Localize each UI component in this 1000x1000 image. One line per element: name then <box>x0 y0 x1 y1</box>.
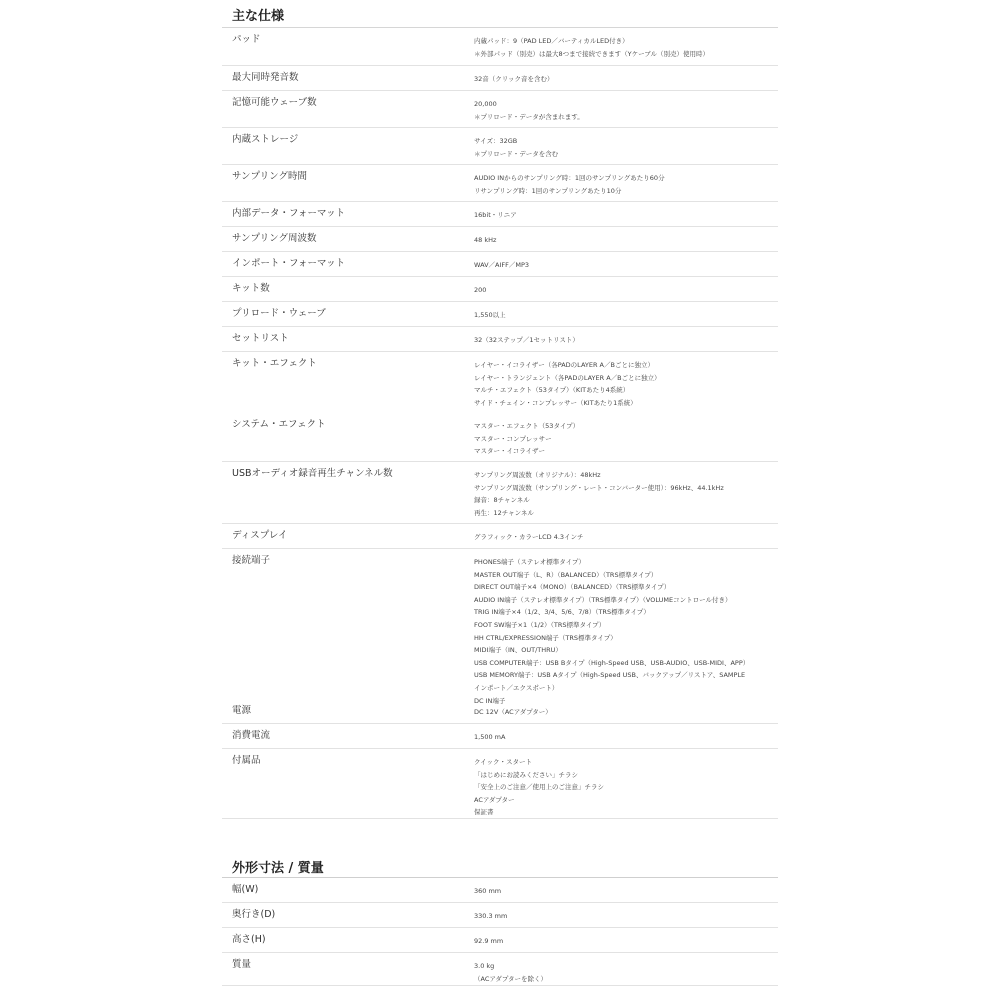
spec-value-line: サンプリング周波数（オリジナル）：48kHz <box>474 471 601 479</box>
spec-row <box>222 462 778 524</box>
spec-row <box>222 524 778 549</box>
spec-value-line: 200 <box>474 286 487 294</box>
spec-value <box>474 699 778 723</box>
spec-row <box>222 28 778 66</box>
spec-value-line: 1,500 mA <box>474 733 506 741</box>
spec-label: 奥行き(D) <box>232 909 276 920</box>
dimensions-table <box>222 878 778 986</box>
spec-label: 内蔵ストレージ <box>232 134 299 145</box>
spec-value <box>474 724 778 748</box>
spec-value-line: リサンプリング時：1回のサンプリングあたり10分 <box>474 186 622 195</box>
spec-value-line: インポート／エクスポート） <box>474 683 559 692</box>
spec-row <box>222 227 778 252</box>
spec-value <box>474 953 778 985</box>
spec-value <box>474 749 778 818</box>
spec-label: パッド <box>232 34 261 45</box>
spec-value-line: サイド・チェイン・コンプレッサー（KITあたり1系統） <box>474 398 637 407</box>
spec-label: 内部データ・フォーマット <box>232 208 346 219</box>
spec-value-line: MIDI端子（IN、OUT/THRU） <box>474 646 562 655</box>
spec-row <box>222 327 778 352</box>
spec-row <box>222 878 778 903</box>
spec-value <box>474 549 778 705</box>
spec-row <box>222 724 778 749</box>
spec-value-line: 32（32ステップ／1セットリスト） <box>474 336 579 344</box>
spec-value-line: 「はじめにお読みください」チラシ <box>474 770 578 779</box>
spec-value <box>474 128 778 164</box>
spec-row <box>222 91 778 128</box>
spec-value-line: DIRECT OUT端子×4（MONO）（BALANCED）（TRS標準タイプ） <box>474 583 671 592</box>
spec-value-line: ＊外部パッド（別売）は最大8つまで接続できます（Yケーブル（別売）使用時） <box>474 49 710 58</box>
spec-value-line: AUDIO IN端子（ステレオ標準タイプ）（TRS標準タイプ）（VOLUMEコントロール付き） <box>474 595 732 604</box>
spec-label: 付属品 <box>232 755 261 766</box>
spec-label: インポート・フォーマット <box>232 258 346 269</box>
main-specs-table <box>222 28 778 819</box>
spec-row <box>222 128 778 165</box>
spec-page <box>222 0 778 986</box>
spec-value <box>474 165 778 201</box>
spec-value-line: MASTER OUT端子（L、R）（BALANCED）（TRS標準タイプ） <box>474 570 658 579</box>
spec-value-line: DC 12V（ACアダプター） <box>474 708 552 716</box>
spec-value-line: グラフィック・カラーLCD 4.3インチ <box>474 533 584 541</box>
spec-label: 消費電流 <box>232 730 271 741</box>
spec-value-line: ACアダプター <box>474 795 515 804</box>
spec-value-line: ＊プリロード・データを含む <box>474 149 559 158</box>
spec-value-line: USB MEMORY端子：USB Aタイプ（High-Speed USB、バックアップ／リストア、SAMPLE <box>474 671 746 680</box>
spec-row <box>222 66 778 91</box>
spec-label: サンプリング周波数 <box>232 233 317 244</box>
spec-value <box>474 66 778 90</box>
spec-label: プリロード・ウェーブ <box>232 308 326 319</box>
spec-value-line: 48 kHz <box>474 236 497 244</box>
spec-value-line: USB COMPUTER端子：USB Bタイプ（High-Speed USB、USB-AUDIO、USB-MIDI、APP） <box>474 658 750 667</box>
spec-label: サンプリング時間 <box>232 171 307 182</box>
spec-value <box>474 277 778 301</box>
spec-value-line: 20,000 <box>474 100 497 108</box>
spec-label: ディスプレイ <box>232 530 288 541</box>
main-specs-title: 主な仕様 <box>222 0 778 28</box>
spec-value <box>474 28 778 65</box>
spec-value-line: 92.9 mm <box>474 937 504 945</box>
spec-label: 幅(W) <box>232 884 259 895</box>
spec-row <box>222 277 778 302</box>
spec-label: USBオーディオ録音再生チャンネル数 <box>232 468 393 479</box>
spec-value-line: 3.0 kg <box>474 962 495 970</box>
spec-value-line: サンプリング周波数（サンプリング・レート・コンバーター使用）：96kHz、44.1kHz <box>474 483 724 492</box>
spec-value-line: マスター・イコライザー <box>474 447 546 456</box>
spec-value-line: AUDIO INからのサンプリング時：1回のサンプリングあたり60分 <box>474 174 665 182</box>
spec-label: 最大同時発音数 <box>232 72 299 83</box>
spec-value-line: サイズ：32GB <box>474 137 518 145</box>
spec-value-line: 1,550以上 <box>474 311 506 319</box>
spec-label: 電源 <box>232 705 252 716</box>
spec-row <box>222 202 778 227</box>
spec-value <box>474 462 778 523</box>
spec-value-line: DC IN端子 <box>474 696 506 705</box>
spec-row <box>222 928 778 953</box>
spec-row <box>222 953 778 986</box>
spec-value <box>474 227 778 251</box>
spec-value-line: レイヤー・トランジェント（各PADのLAYER A／Bごとに独立） <box>474 373 661 382</box>
spec-value-line: HH CTRL/EXPRESSION端子（TRS標準タイプ） <box>474 633 617 642</box>
spec-value-line: ＊プリロード・データが含まれます。 <box>474 112 584 121</box>
spec-label: キット・エフェクト <box>232 358 317 369</box>
spec-value-line: （ACアダプターを除く） <box>474 974 547 983</box>
spec-label: 接続端子 <box>232 555 271 566</box>
spec-label: システム・エフェクト <box>232 419 326 430</box>
dimensions-title: 外形寸法 / 質量 <box>222 841 778 878</box>
spec-value-line: 32音（クリック音を含む） <box>474 75 554 83</box>
spec-value <box>474 878 778 902</box>
spec-value <box>474 252 778 276</box>
spec-value-line: WAV／AIFF／MP3 <box>474 261 530 269</box>
spec-label: キット数 <box>232 283 270 294</box>
spec-value <box>474 202 778 226</box>
spec-row <box>222 549 778 705</box>
spec-row <box>222 302 778 327</box>
spec-row <box>222 903 778 928</box>
spec-row <box>222 352 778 413</box>
spec-value-line: FOOT SW端子×1（1/2）（TRS標準タイプ） <box>474 620 606 629</box>
spec-value-line: PHONES端子（ステレオ標準タイプ） <box>474 558 585 566</box>
spec-value-line: 「安全上のご注意／使用上のご注意」チラシ <box>474 783 604 792</box>
spec-row <box>222 749 778 819</box>
spec-label: 質量 <box>232 959 252 970</box>
spec-row <box>222 165 778 202</box>
spec-value <box>474 327 778 351</box>
spec-label: 記憶可能ウェーブ数 <box>232 97 317 108</box>
spec-row <box>222 413 778 462</box>
spec-value-line: 16bit・リニア <box>474 211 517 219</box>
spec-value-line: マスター・エフェクト（53タイプ） <box>474 422 580 430</box>
spec-value-line: 360 mm <box>474 887 502 895</box>
spec-value-line: 録音：8チャンネル <box>474 496 530 505</box>
spec-value-line: TRIG IN端子×4（1/2、3/4、5/6、7/8）（TRS標準タイプ） <box>474 608 650 617</box>
spec-value <box>474 352 778 413</box>
spec-row <box>222 252 778 277</box>
spec-value-line: 内蔵パッド：9（PAD LED／バーティカルLED付き） <box>474 37 629 45</box>
spec-value-line: 再生：12チャンネル <box>474 508 534 517</box>
spec-value-line: マスター・コンプレッサー <box>474 434 552 443</box>
spec-value <box>474 903 778 927</box>
spec-value <box>474 524 778 548</box>
spec-value-line: レイヤー・イコライザー（各PADのLAYER A／Bごとに独立） <box>474 361 654 369</box>
spec-label: セットリスト <box>232 333 289 344</box>
spec-value <box>474 413 778 461</box>
spec-value <box>474 91 778 127</box>
spec-value-line: マルチ・エフェクト（53タイプ）（KITあたり4系統） <box>474 386 630 395</box>
spec-value-line: 保証書 <box>474 808 494 817</box>
spec-value <box>474 302 778 326</box>
spec-row <box>222 699 778 724</box>
spec-value <box>474 928 778 952</box>
spec-value-line: クイック・スタート <box>474 758 533 766</box>
spec-label: 高さ(H) <box>232 934 266 945</box>
spec-value-line: 330.3 mm <box>474 912 508 920</box>
